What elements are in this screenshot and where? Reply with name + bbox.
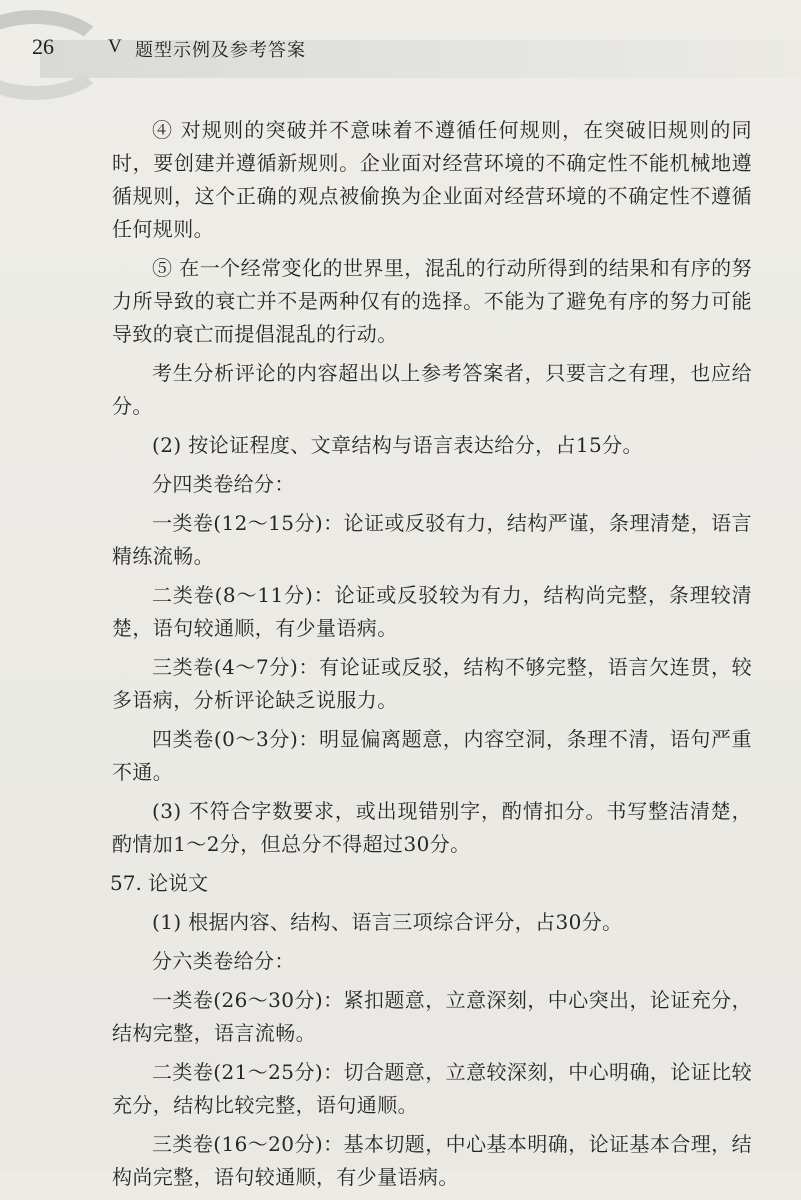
header-arc-decoration (0, 10, 110, 100)
paragraph-class-4: 四类卷(0～3分)：明显偏离题意，内容空洞，条理不清，语句严重不通。 (112, 727, 752, 784)
paragraph-point-5: ⑤ 在一个经常变化的世界里，混乱的行动所得到的结果和有序的努力所导致的衰亡并不是两种仅有的选择。不能为了避免有序的努力可能导致的衰亡而提倡混乱的行动。 (112, 256, 752, 346)
paragraph-57-class-3: 三类卷(16～20分)：基本切题，中心基本明确，论证基本合理，结构尚完整，语句较通顺，有少量语病。 (112, 1132, 752, 1189)
page-number: 26 (32, 34, 54, 59)
paragraph-extra-credit: 考生分析评论的内容超出以上参考答案者，只要言之有理，也应给分。 (112, 361, 752, 418)
paragraph-class-2: 二类卷(8～11分)：论证或反驳较为有力，结构尚完整，条理较清楚，语句较通顺，有少量语病。 (112, 583, 752, 640)
paragraph-four-categories: 分四类卷给分： (152, 472, 295, 496)
paragraph-57-class-2: 二类卷(21～25分)：切合题意，立意较深刻，中心明确，论证比较充分，结构比较完整，语句通顺。 (112, 1060, 752, 1117)
main-content (112, 114, 752, 1200)
paragraph-scoring-2: (2) 按论证程度、文章结构与语言表达给分，占15分。 (152, 433, 643, 457)
question-57-heading: 57. 论说文 (110, 871, 209, 895)
paragraph-57-six-categories: 分六类卷给分： (152, 949, 295, 973)
section-title: 题型示例及参考答案 (135, 40, 306, 61)
section-roman-numeral: V (108, 36, 122, 57)
paragraph-57-class-1: 一类卷(26～30分)：紧扣题意，立意深刻，中心突出，论证充分，结构完整，语言流畅。 (112, 988, 752, 1045)
paragraph-class-3: 三类卷(4～7分)：有论证或反驳，结构不够完整，语言欠连贯，较多语病，分析评论缺乏说服力。 (112, 655, 752, 712)
paragraph-57-scoring-1: (1) 根据内容、结构、语言三项综合评分，占30分。 (152, 910, 623, 934)
paragraph-class-1: 一类卷(12～15分)：论证或反驳有力，结构严谨，条理清楚，语言精练流畅。 (112, 511, 752, 568)
paragraph-point-4: ④ 对规则的突破并不意味着不遵循任何规则，在突破旧规则的同时，要创建并遵循新规则。企业面对经营环境的不确定性不能机械地遵循规则，这个正确的观点被偷换为企业面对经营环境的不确定性不遵循任何规则。 (112, 118, 752, 241)
paragraph-scoring-3: (3) 不符合字数要求，或出现错别字，酌情扣分。书写整洁清楚，酌情加1～2分，但总分不得超过30分。 (112, 799, 752, 856)
